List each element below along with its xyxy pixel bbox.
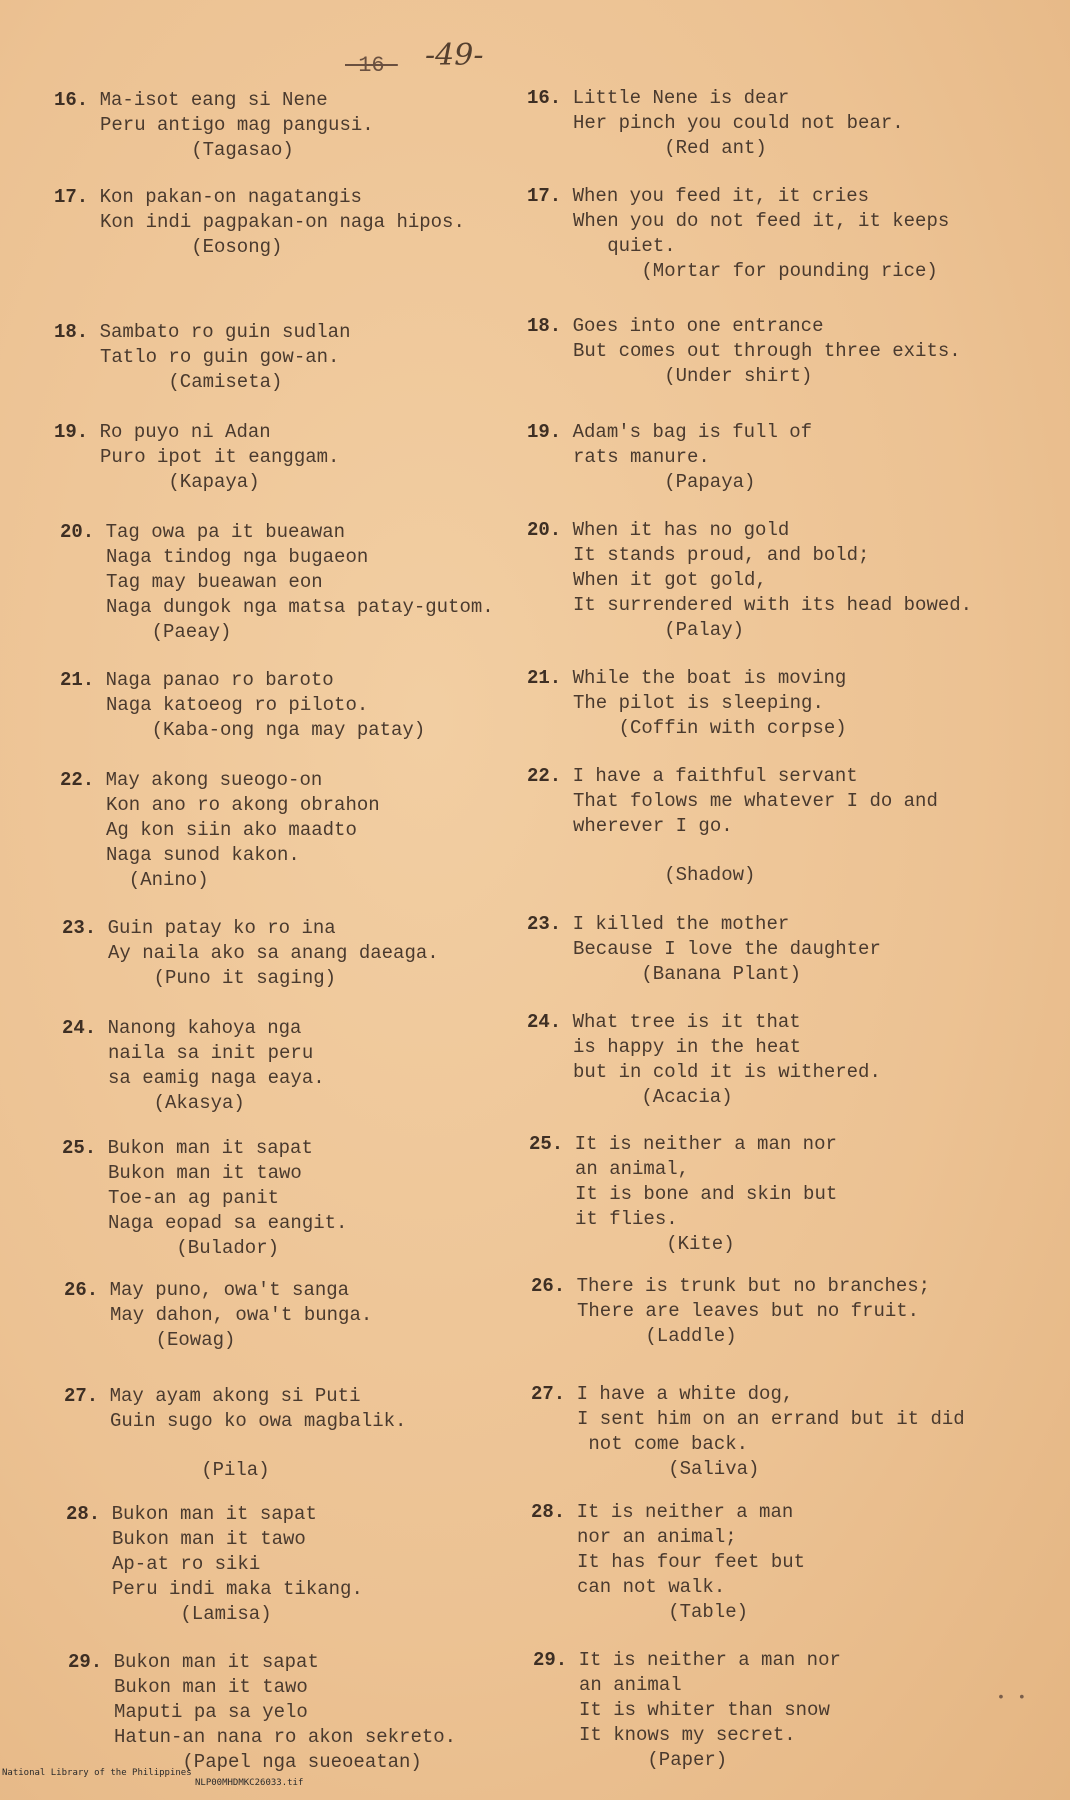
- riddle-number: 26.: [531, 1275, 566, 1297]
- riddle-line: Tag may bueawan eon: [106, 571, 323, 593]
- riddle-line: Ay naila ako sa anang daeaga.: [108, 942, 439, 964]
- riddle-number: 23.: [527, 913, 562, 935]
- riddle-right-16: [527, 86, 904, 161]
- riddle-line: When it has no gold: [572, 519, 790, 541]
- riddle-number: 19.: [527, 421, 562, 443]
- riddle-left-27: [64, 1384, 406, 1483]
- riddle-line: Tag owa pa it bueawan: [105, 521, 346, 543]
- riddle-line: Naga sunod kakon.: [106, 844, 300, 866]
- riddle-line: Naga eopad sa eangit.: [108, 1212, 348, 1234]
- riddle-line: nor an animal;: [577, 1526, 737, 1548]
- riddle-right-25: [529, 1132, 837, 1257]
- riddle-line: Little Nene is dear: [572, 87, 790, 109]
- riddle-right-27: [531, 1382, 965, 1482]
- riddle-answer: (Red ant): [664, 137, 767, 159]
- riddle-number: 16.: [54, 89, 89, 111]
- riddle-line: Bukon man it sapat: [107, 1137, 313, 1159]
- riddle-left-22: [60, 768, 380, 893]
- riddle-answer: (Kaba-ong nga may patay): [151, 719, 426, 741]
- riddle-line: What tree is it that: [572, 1011, 801, 1033]
- footer: [0, 1758, 1070, 1798]
- riddle-line: Guin sugo ko owa magbalik.: [110, 1410, 407, 1432]
- riddle-left-24: [62, 1016, 325, 1116]
- riddle-line: wherever I go.: [573, 815, 733, 837]
- riddle-number: 26.: [64, 1279, 99, 1301]
- riddle-line: Goes into one entrance: [572, 315, 824, 337]
- riddle-right-19: [527, 420, 812, 495]
- riddle-number: 27.: [531, 1383, 566, 1405]
- riddle-line: Ap-at ro siki: [112, 1553, 261, 1575]
- riddle-line: Her pinch you could not bear.: [573, 112, 904, 134]
- riddle-answer: (Under shirt): [664, 365, 813, 387]
- riddle-line: can not walk.: [577, 1576, 726, 1598]
- riddle-number: 25.: [529, 1133, 564, 1155]
- riddle-line: It surrendered with its head bowed.: [573, 594, 973, 616]
- riddle-answer: (Pila): [201, 1459, 270, 1481]
- riddle-answer: (Kapaya): [168, 471, 260, 493]
- riddle-line: Bukon man it tawo: [112, 1528, 306, 1550]
- riddle-line: Peru antigo mag pangusi.: [100, 114, 374, 136]
- riddle-right-21: [527, 666, 847, 741]
- riddle-line: Ag kon siin ako maadto: [106, 819, 357, 841]
- riddle-right-23: [527, 912, 881, 987]
- riddle-line: That folows me whatever I do and: [573, 790, 938, 812]
- riddle-number: 19.: [54, 421, 89, 443]
- riddle-number: 29.: [533, 1649, 568, 1671]
- riddle-right-29: [533, 1648, 841, 1773]
- riddle-line: I have a faithful servant: [572, 765, 858, 787]
- riddle-number: 29.: [68, 1651, 103, 1673]
- riddle-line: Kon pakan-on nagatangis: [99, 186, 362, 208]
- riddle-line: Tatlo ro guin gow-an.: [100, 346, 340, 368]
- riddle-line: Ro puyo ni Adan: [99, 421, 271, 443]
- riddle-number: 24.: [62, 1017, 97, 1039]
- riddle-line: I killed the mother: [572, 913, 790, 935]
- riddle-answer: (Lamisa): [180, 1603, 272, 1625]
- riddle-answer: (Camiseta): [168, 371, 283, 393]
- riddle-left-19: [54, 420, 339, 495]
- riddle-number: 17.: [527, 185, 562, 207]
- riddle-line: naila sa init peru: [108, 1042, 314, 1064]
- old-page-number: -16-: [345, 53, 398, 78]
- riddle-answer: (Banana Plant): [641, 963, 802, 985]
- riddle-line: it flies.: [575, 1208, 678, 1230]
- riddle-line: Ma-isot eang si Nene: [99, 89, 328, 111]
- riddle-line: Guin patay ko ro ina: [107, 917, 336, 939]
- riddle-line: not come back.: [577, 1433, 749, 1455]
- riddle-line: Hatun-an nana ro akon sekreto.: [114, 1726, 457, 1748]
- riddle-answer: (Mortar for pounding rice): [641, 260, 938, 282]
- riddle-number: 18.: [527, 315, 562, 337]
- riddle-left-20: [60, 520, 494, 645]
- riddle-answer: (Bulador): [176, 1237, 280, 1259]
- riddle-line: Puro ipot it eanggam.: [100, 446, 340, 468]
- riddle-answer: (Paeay): [151, 621, 232, 643]
- riddle-line: Sambato ro guin sudlan: [99, 321, 351, 343]
- riddle-line: Maputi pa sa yelo: [114, 1701, 308, 1723]
- riddle-line: an animal,: [575, 1158, 690, 1180]
- riddle-line: Naga katoeog ro piloto.: [106, 694, 369, 716]
- riddle-number: 25.: [62, 1137, 97, 1159]
- riddle-line: It has four feet but: [577, 1551, 806, 1573]
- riddle-line: But comes out through three exits.: [573, 340, 961, 362]
- riddle-left-25: [62, 1136, 347, 1261]
- riddle-line: Naga panao ro baroto: [105, 669, 334, 691]
- riddle-answer: (Coffin with corpse): [618, 717, 847, 739]
- riddle-line: Nanong kahoya nga: [107, 1017, 302, 1039]
- riddle-line: It knows my secret.: [579, 1724, 796, 1746]
- new-page-number: -49-: [425, 38, 484, 73]
- riddle-answer: (Saliva): [668, 1458, 760, 1480]
- riddle-line: Bukon man it sapat: [113, 1651, 319, 1673]
- riddle-answer: (Acacia): [641, 1086, 733, 1108]
- riddle-line: When you feed it, it cries: [572, 185, 870, 207]
- riddle-number: 22.: [60, 769, 95, 791]
- riddle-line: It is bone and skin but: [575, 1183, 838, 1205]
- riddle-line: There are leaves but no fruit.: [577, 1300, 920, 1322]
- riddle-right-26: [531, 1274, 930, 1349]
- riddle-answer: (Papel nga sueoeatan): [182, 1751, 422, 1773]
- riddle-left-21: [60, 668, 425, 743]
- riddle-line: May dahon, owa't bunga.: [110, 1304, 373, 1326]
- riddle-left-26: [64, 1278, 372, 1353]
- riddle-line: rats manure.: [573, 446, 710, 468]
- riddle-number: 21.: [527, 667, 562, 689]
- riddle-answer: (Laddle): [645, 1325, 737, 1347]
- riddle-left-17: [54, 185, 465, 260]
- riddle-answer: (Paper): [647, 1749, 728, 1771]
- riddle-line: Because I love the daughter: [573, 938, 881, 960]
- riddle-line: quiet.: [573, 235, 676, 257]
- riddle-answer: (Shadow): [664, 864, 756, 886]
- riddle-line: Naga tindog nga bugaeon: [106, 546, 369, 568]
- riddle-line: It is neither a man nor: [578, 1649, 841, 1671]
- riddle-line: Kon indi pagpakan-on naga hipos.: [100, 211, 465, 233]
- riddle-line: an animal: [579, 1674, 682, 1696]
- riddle-line: When it got gold,: [573, 569, 767, 591]
- riddle-line: Kon ano ro akong obrahon: [106, 794, 380, 816]
- riddle-left-18: [54, 320, 350, 395]
- riddle-line: Bukon man it tawo: [108, 1162, 302, 1184]
- riddle-answer: (Akasya): [153, 1092, 245, 1114]
- riddle-line: is happy in the heat: [573, 1036, 802, 1058]
- riddle-line: When you do not feed it, it keeps: [573, 210, 950, 232]
- riddle-number: 27.: [64, 1385, 99, 1407]
- riddle-left-28: [66, 1502, 363, 1627]
- riddle-line: May akong sueogo-on: [105, 769, 323, 791]
- riddle-answer: (Tagasao): [191, 139, 294, 161]
- riddle-line: Bukon man it sapat: [111, 1503, 317, 1525]
- riddle-line: May ayam akong si Puti: [109, 1385, 361, 1407]
- riddle-line: May puno, owa't sanga: [109, 1279, 350, 1301]
- riddle-line: Bukon man it tawo: [114, 1676, 308, 1698]
- riddle-line: It is neither a man: [576, 1501, 794, 1523]
- riddle-right-17: [527, 184, 949, 284]
- riddle-line: sa eamig naga eaya.: [108, 1067, 325, 1089]
- riddle-line: Peru indi maka tikang.: [112, 1578, 363, 1600]
- riddle-line: It is whiter than snow: [579, 1699, 830, 1721]
- riddle-right-18: [527, 314, 961, 389]
- riddle-number: 23.: [62, 917, 97, 939]
- riddle-left-23: [62, 916, 439, 991]
- riddle-number: 16.: [527, 87, 562, 109]
- riddle-line: but in cold it is withered.: [573, 1061, 881, 1083]
- riddle-answer: (Eosong): [191, 236, 283, 258]
- riddle-answer: (Puno it saging): [153, 967, 337, 989]
- riddle-line: The pilot is sleeping.: [573, 692, 824, 714]
- riddle-answer: (Palay): [664, 619, 745, 641]
- riddle-line: It is neither a man nor: [574, 1133, 837, 1155]
- riddle-right-24: [527, 1010, 881, 1110]
- riddle-line: It stands proud, and bold;: [573, 544, 870, 566]
- riddle-number: 21.: [60, 669, 95, 691]
- riddle-number: 20.: [527, 519, 562, 541]
- riddle-right-22: [527, 764, 938, 888]
- ink-smudge: • •: [996, 1690, 1028, 1706]
- riddle-number: 17.: [54, 186, 89, 208]
- riddle-answer: (Kite): [666, 1233, 735, 1255]
- riddle-number: 24.: [527, 1011, 562, 1033]
- riddle-right-20: [527, 518, 972, 643]
- riddle-line: Naga dungok nga matsa patay-gutom.: [106, 596, 494, 618]
- riddle-right-28: [531, 1500, 805, 1625]
- riddle-line: Toe-an ag panit: [108, 1187, 280, 1209]
- riddle-answer: (Anino): [128, 869, 209, 891]
- riddle-line: While the boat is moving: [572, 667, 847, 689]
- riddle-left-29: [68, 1650, 456, 1775]
- riddle-answer: (Eowag): [155, 1329, 236, 1351]
- riddle-answer: (Table): [668, 1601, 749, 1623]
- riddle-left-16: [54, 88, 374, 163]
- riddle-line: Adam's bag is full of: [572, 421, 813, 443]
- riddle-answer: (Papaya): [664, 471, 756, 493]
- riddle-number: 28.: [66, 1503, 101, 1525]
- riddle-number: 20.: [60, 521, 95, 543]
- footer-library: National Library of the Philippines: [2, 1768, 192, 1778]
- riddle-number: 28.: [531, 1501, 566, 1523]
- riddle-line: There is trunk but no branches;: [576, 1275, 931, 1297]
- riddle-number: 22.: [527, 765, 562, 787]
- page-number: [345, 38, 484, 79]
- riddle-line: I sent him on an errand but it did: [577, 1408, 965, 1430]
- riddle-number: 18.: [54, 321, 89, 343]
- footer-file: NLP00MHDMKC26033.tif: [195, 1778, 304, 1788]
- riddle-line: I have a white dog,: [576, 1383, 794, 1405]
